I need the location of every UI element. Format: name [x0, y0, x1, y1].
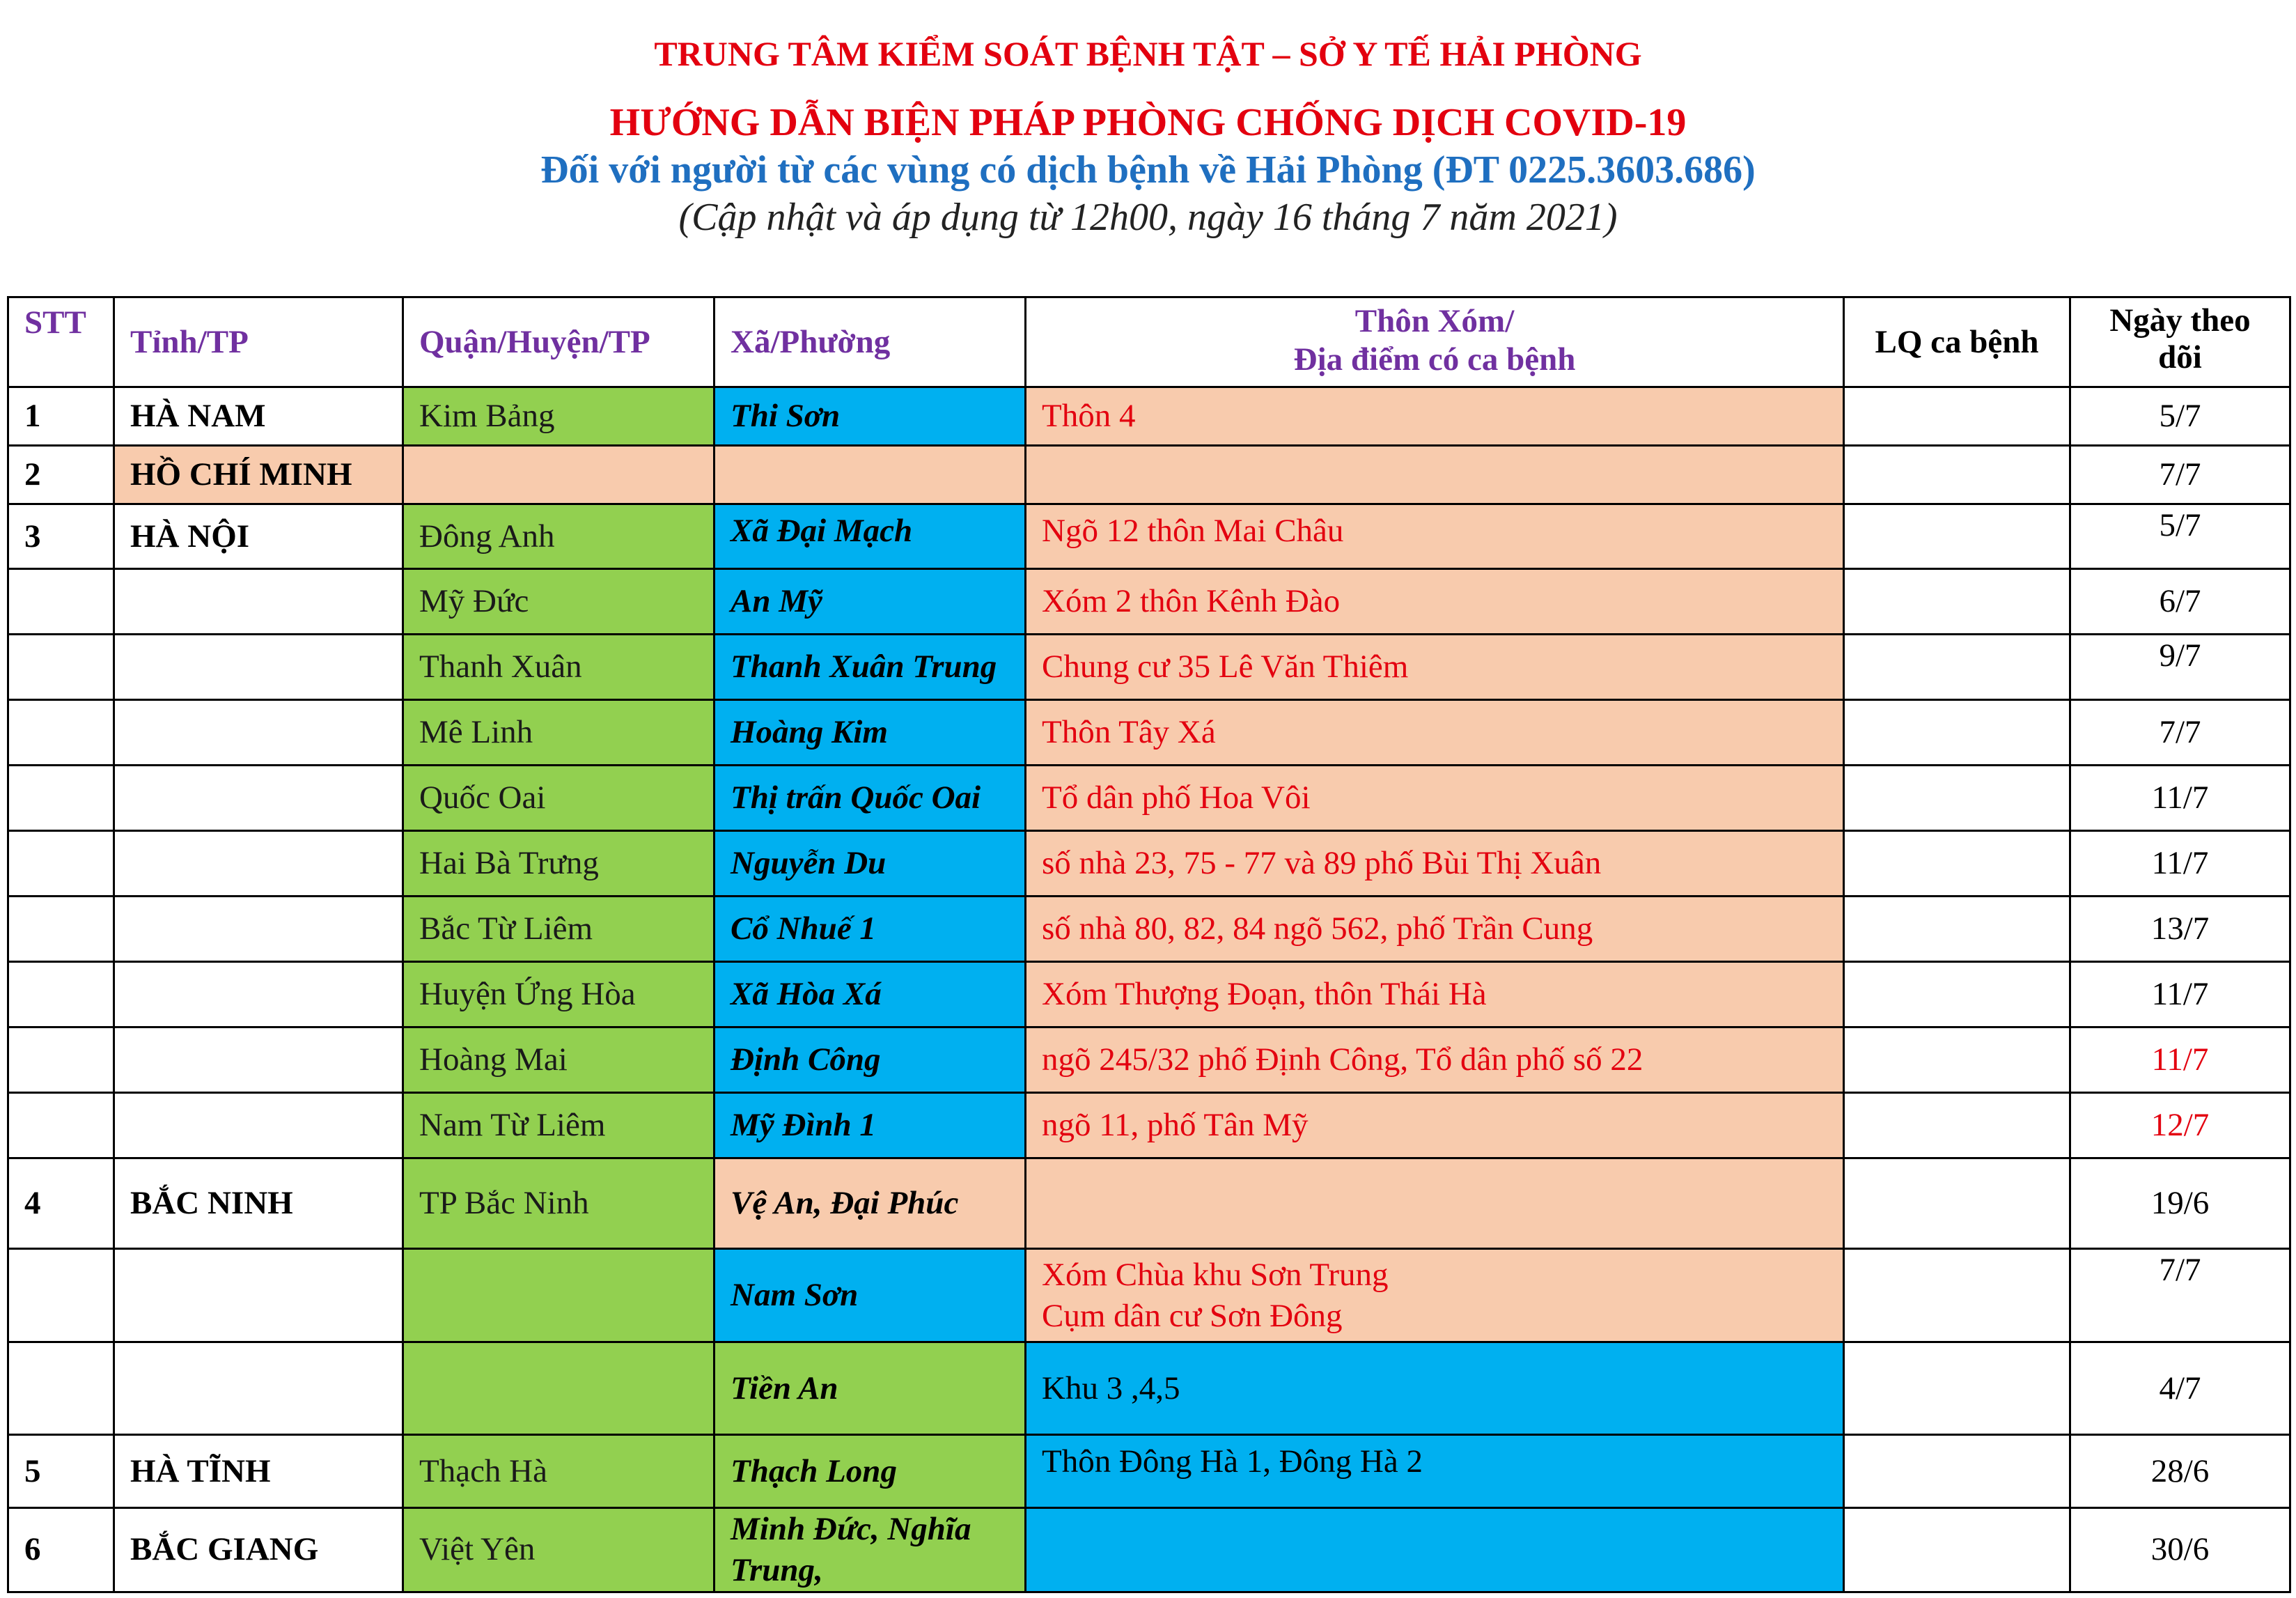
cell-location: số nhà 23, 75 - 77 và 89 phố Bùi Thị Xuân — [1026, 831, 1844, 897]
table-row — [8, 1249, 2290, 1342]
cell-district: Thạch Hà — [403, 1435, 714, 1508]
cell-related — [1844, 831, 2070, 897]
cell-related — [1844, 1508, 2070, 1592]
cell-ward: Tiền An — [714, 1342, 1026, 1435]
header-date-line1: Ngày theo — [2109, 302, 2251, 339]
cell-province — [114, 1093, 403, 1158]
cell-district: Kim Bảng — [403, 387, 714, 446]
table-row — [8, 504, 2290, 569]
document-title: HƯỚNG DẪN BIỆN PHÁP PHÒNG CHỐNG DỊCH COVID-19 — [609, 101, 1687, 144]
cell-location: số nhà 80, 82, 84 ngõ 562, phố Trần Cung — [1026, 897, 1844, 962]
cell-province — [114, 700, 403, 766]
cell-ward: Xã Hòa Xá — [714, 962, 1026, 1027]
cell-location: ngõ 11, phố Tân Mỹ — [1026, 1093, 1844, 1158]
cell-province — [114, 1249, 403, 1342]
cell-ward: Cổ Nhuế 1 — [714, 897, 1026, 962]
cell-district: Thanh Xuân — [403, 635, 714, 700]
cell-province — [114, 1342, 403, 1435]
cell-location: Thôn Tây Xá — [1026, 700, 1844, 766]
table-row — [8, 700, 2290, 766]
cell-related — [1844, 897, 2070, 962]
cell-stt — [8, 766, 114, 831]
cell-date: 28/6 — [2070, 1435, 2290, 1508]
cell-district — [403, 1249, 714, 1342]
cell-stt: 1 — [8, 387, 114, 446]
cell-district: Hoàng Mai — [403, 1027, 714, 1093]
cell-district — [403, 446, 714, 504]
cell-date: 11/7 — [2070, 831, 2290, 897]
cell-province: BẮC NINH — [114, 1158, 403, 1249]
cell-province — [114, 766, 403, 831]
organization-title: TRUNG TÂM KIỂM SOÁT BỆNH TẬT – SỞ Y TẾ HẢI PHÒNG — [654, 34, 1642, 73]
outbreak-locations-table — [7, 296, 2291, 1593]
cell-ward: Hoàng Kim — [714, 700, 1026, 766]
table-row — [8, 831, 2290, 897]
cell-ward: Xã Đại Mạch — [714, 504, 1026, 569]
cell-stt: 3 — [8, 504, 114, 569]
cell-ward: An Mỹ — [714, 569, 1026, 635]
cell-province: HÀ NỘI — [114, 504, 403, 569]
cell-stt — [8, 635, 114, 700]
cell-province — [114, 962, 403, 1027]
header-date — [2070, 297, 2290, 387]
cell-ward: Mỹ Đình 1 — [714, 1093, 1026, 1158]
cell-stt — [8, 1027, 114, 1093]
cell-stt: 4 — [8, 1158, 114, 1249]
cell-date: 5/7 — [2070, 387, 2290, 446]
cell-date: 6/7 — [2070, 569, 2290, 635]
cell-province: HỒ CHÍ MINH — [114, 446, 403, 504]
table-row — [8, 1093, 2290, 1158]
cell-province — [114, 897, 403, 962]
cell-ward: Nam Sơn — [714, 1249, 1026, 1342]
cell-date: 19/6 — [2070, 1158, 2290, 1249]
location-line: Xóm Chùa khu Sơn Trung — [1042, 1256, 1389, 1293]
cell-related — [1844, 387, 2070, 446]
cell-province: HÀ TĨNH — [114, 1435, 403, 1508]
cell-date: 11/7 — [2070, 962, 2290, 1027]
cell-stt — [8, 962, 114, 1027]
table-row — [8, 446, 2290, 504]
cell-ward: Minh Đức, Nghĩa Trung, — [714, 1508, 1026, 1592]
table-row — [8, 766, 2290, 831]
table-row — [8, 897, 2290, 962]
cell-ward: Thi Sơn — [714, 387, 1026, 446]
cell-location: Chung cư 35 Lê Văn Thiêm — [1026, 635, 1844, 700]
cell-related — [1844, 1027, 2070, 1093]
cell-related — [1844, 700, 2070, 766]
cell-ward: Thị trấn Quốc Oai — [714, 766, 1026, 831]
cell-ward: Định Công — [714, 1027, 1026, 1093]
cell-district: Quốc Oai — [403, 766, 714, 831]
cell-location: Thôn Đông Hà 1, Đông Hà 2 — [1026, 1435, 1844, 1508]
cell-stt — [8, 1093, 114, 1158]
table-row — [8, 1342, 2290, 1435]
cell-province: BẮC GIANG — [114, 1508, 403, 1592]
cell-location — [1026, 1508, 1844, 1592]
cell-ward: Thanh Xuân Trung — [714, 635, 1026, 700]
cell-stt — [8, 1342, 114, 1435]
cell-related — [1844, 1093, 2070, 1158]
cell-district: Bắc Từ Liêm — [403, 897, 714, 962]
cell-date: 7/7 — [2070, 700, 2290, 766]
table-row — [8, 1508, 2290, 1592]
cell-date: 11/7 — [2070, 1027, 2290, 1093]
cell-date: 7/7 — [2070, 446, 2290, 504]
cell-related — [1844, 962, 2070, 1027]
cell-related — [1844, 446, 2070, 504]
header-ward: Xã/Phường — [714, 297, 1026, 387]
cell-related — [1844, 1342, 2070, 1435]
cell-date: 5/7 — [2070, 504, 2290, 569]
cell-district: Huyện Ứng Hòa — [403, 962, 714, 1027]
cell-province — [114, 831, 403, 897]
cell-related — [1844, 569, 2070, 635]
cell-location — [1026, 1158, 1844, 1249]
cell-related — [1844, 1158, 2070, 1249]
cell-date: 12/7 — [2070, 1093, 2290, 1158]
cell-district: Mỹ Đức — [403, 569, 714, 635]
cell-district: TP Bắc Ninh — [403, 1158, 714, 1249]
cell-ward: Thạch Long — [714, 1435, 1026, 1508]
cell-location: Thôn 4 — [1026, 387, 1844, 446]
cell-district: Việt Yên — [403, 1508, 714, 1592]
header-related: LQ ca bệnh — [1844, 297, 2070, 387]
cell-stt — [8, 897, 114, 962]
cell-location: Ngõ 12 thôn Mai Châu — [1026, 504, 1844, 569]
cell-province — [114, 1027, 403, 1093]
location-line: Cụm dân cư Sơn Đông — [1042, 1297, 1343, 1334]
document-subtitle: Đối với người từ các vùng có dịch bệnh về Hải Phòng (ĐT 0225.3603.686) — [540, 148, 1756, 192]
cell-ward: Vệ An, Đại Phúc — [714, 1158, 1026, 1249]
cell-location: Tổ dân phố Hoa Vôi — [1026, 766, 1844, 831]
table-row — [8, 962, 2290, 1027]
cell-district: Mê Linh — [403, 700, 714, 766]
cell-location: Khu 3 ,4,5 — [1026, 1342, 1844, 1435]
cell-stt — [8, 569, 114, 635]
cell-related — [1844, 635, 2070, 700]
table-row — [8, 1158, 2290, 1249]
header-province: Tỉnh/TP — [114, 297, 403, 387]
cell-date: 9/7 — [2070, 635, 2290, 700]
cell-district: Hai Bà Trưng — [403, 831, 714, 897]
cell-province: HÀ NAM — [114, 387, 403, 446]
cell-date: 7/7 — [2070, 1249, 2290, 1342]
cell-district: Đông Anh — [403, 504, 714, 569]
cell-stt — [8, 700, 114, 766]
cell-stt: 2 — [8, 446, 114, 504]
cell-related — [1844, 504, 2070, 569]
header-stt: STT — [8, 297, 114, 387]
cell-stt — [8, 1249, 114, 1342]
cell-district — [403, 1342, 714, 1435]
header-location-line1: Thôn Xóm/ — [1354, 303, 1515, 339]
cell-stt — [8, 831, 114, 897]
cell-date: 30/6 — [2070, 1508, 2290, 1592]
cell-location: Xóm Thượng Đoạn, thôn Thái Hà — [1026, 962, 1844, 1027]
cell-date: 11/7 — [2070, 766, 2290, 831]
cell-ward — [714, 446, 1026, 504]
cell-district: Nam Từ Liêm — [403, 1093, 714, 1158]
cell-stt: 5 — [8, 1435, 114, 1508]
header-location-line2: Địa điểm có ca bệnh — [1293, 341, 1576, 378]
table-row — [8, 1435, 2290, 1508]
cell-location: ngõ 245/32 phố Định Công, Tổ dân phố số 22 — [1026, 1027, 1844, 1093]
cell-province — [114, 569, 403, 635]
cell-location — [1026, 1249, 1844, 1342]
table-row — [8, 1027, 2290, 1093]
table-row — [8, 635, 2290, 700]
cell-date: 4/7 — [2070, 1342, 2290, 1435]
cell-location — [1026, 446, 1844, 504]
table-row — [8, 387, 2290, 446]
header-date-line2: dõi — [2158, 339, 2202, 375]
update-note: (Cập nhật và áp dụng từ 12h00, ngày 16 tháng 7 năm 2021) — [678, 196, 1618, 239]
cell-related — [1844, 766, 2070, 831]
cell-related — [1844, 1249, 2070, 1342]
cell-related — [1844, 1435, 2070, 1508]
cell-ward: Nguyễn Du — [714, 831, 1026, 897]
table-row — [8, 569, 2290, 635]
cell-location: Xóm 2 thôn Kênh Đào — [1026, 569, 1844, 635]
header-location — [1026, 297, 1844, 387]
header-district: Quận/Huyện/TP — [403, 297, 714, 387]
cell-province — [114, 635, 403, 700]
table-header-row — [8, 297, 2290, 387]
cell-stt: 6 — [8, 1508, 114, 1592]
cell-date: 13/7 — [2070, 897, 2290, 962]
